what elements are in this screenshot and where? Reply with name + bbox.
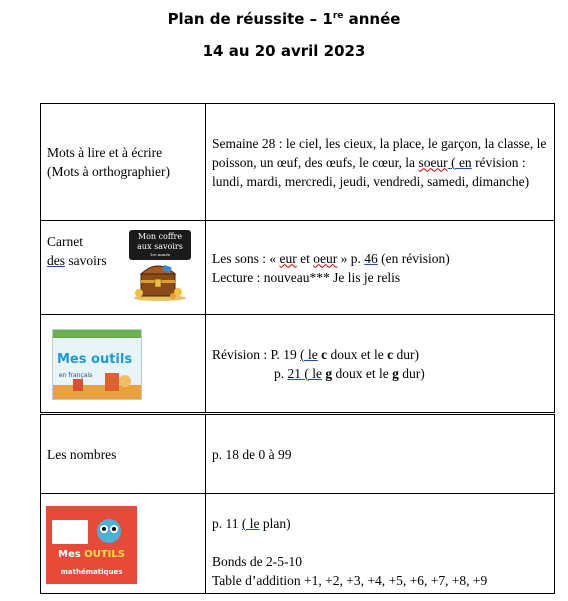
mots-paren: ( <box>447 154 459 170</box>
rev2-g2: g <box>392 365 399 381</box>
sons-label: Les sons : « <box>212 250 280 266</box>
mots-label-line2: (Mots à orthographier) <box>47 164 170 179</box>
book-line2: aux savoirs <box>137 242 183 251</box>
row-maths <box>41 494 555 594</box>
robot-mascot-icon <box>94 516 124 546</box>
maths-book-title <box>46 550 137 560</box>
rev2-label: p. <box>274 365 288 381</box>
title-end: année <box>343 10 401 28</box>
bonds-line: Bonds de 2-5-10 <box>212 554 302 569</box>
cell-mots-label <box>41 104 206 221</box>
mots-text: Semaine 28 : le ciel, les cieux, la place, le garçon, la classe, le poisson, un œuf, des œufs, le cœur, la <box>212 135 547 170</box>
maths-title-sub: mathématiques <box>60 568 123 576</box>
treasure-chest-book-image <box>129 230 191 302</box>
book-line1: Mon coffre <box>137 232 183 241</box>
p11-line <box>212 514 548 533</box>
cell-nombres-content: p. 18 de 0 à 99 <box>206 414 555 494</box>
rev-paren1: ( le <box>300 346 318 362</box>
cell-nombres-label: Les nombres <box>41 414 206 494</box>
book-line3: 1re année <box>149 252 171 257</box>
book-label-box <box>52 520 88 544</box>
sons-revision: (en révision) <box>377 250 450 266</box>
rev2-paren: ( le <box>301 365 322 381</box>
cell-outils-content <box>206 315 555 414</box>
carnet-savoirs: savoirs <box>65 253 107 268</box>
carnet-label <box>47 232 107 270</box>
rev2-g1: g <box>322 365 333 381</box>
row-nombres <box>41 414 555 494</box>
rev-c1: c <box>317 346 328 362</box>
cell-outils-image <box>41 315 206 414</box>
page-title <box>0 10 568 28</box>
p11-plan: plan) <box>259 516 291 531</box>
mots-revision: révision : lundi, mardi, mercredi, jeudi, vendredi, samedi, dimanche) <box>212 154 530 189</box>
revision-line2 <box>212 364 548 383</box>
rev-c2: c <box>387 346 394 362</box>
outils-book-title: Mes outils <box>57 352 133 367</box>
mes-outils-maths-book-image <box>46 506 137 584</box>
cell-carnet-content <box>206 221 555 315</box>
rev-mid1: doux et le <box>327 346 388 362</box>
sons-page-label: » p. <box>337 250 365 266</box>
mots-en: en <box>458 154 472 170</box>
sons-eur: eur <box>279 250 297 266</box>
row-outils <box>41 315 555 414</box>
lecture-line: Lecture : nouveau*** Je lis je relis <box>212 269 401 285</box>
row-mots <box>41 104 555 221</box>
addition-table-line: Table d’addition +1, +2, +3, +4, +5, +6, +7, +8, +9 <box>212 573 488 588</box>
maths-title-outils: OUTILS <box>84 549 125 560</box>
title-main: Plan de réussite – 1 <box>167 10 333 28</box>
cell-carnet-label <box>41 221 206 315</box>
carnet-label-line1: Carnet <box>47 234 83 249</box>
mots-soeur: soeur <box>418 154 448 170</box>
sons-et: et <box>296 250 314 266</box>
rev-end1: dur) <box>393 346 420 362</box>
outils-book-subtitle: en français <box>59 372 93 379</box>
book-banner-text <box>129 230 191 257</box>
sons-oeur: oeur <box>313 250 338 266</box>
rev-label: Révision : P. 19 <box>212 346 301 362</box>
carnet-des: des <box>47 253 65 268</box>
book-top-band <box>53 330 141 338</box>
title-superscript: re <box>332 11 344 21</box>
maths-title-mes: Mes <box>58 549 81 560</box>
date-range: 14 au 20 avril 2023 <box>202 42 366 60</box>
rev2-page: 21 <box>287 365 301 381</box>
cell-maths-image <box>41 494 206 594</box>
treasure-chest-icon <box>129 260 191 302</box>
mots-label-line1: Mots à lire et à écrire <box>47 145 163 160</box>
cell-mots-content <box>206 104 555 221</box>
revision-line1 <box>212 345 548 364</box>
cell-maths-content <box>206 494 555 594</box>
rev2-end: dur) <box>398 365 425 381</box>
rev2-mid: doux et le <box>332 365 393 381</box>
plan-table <box>40 103 555 594</box>
p11-label: p. 11 <box>212 516 242 531</box>
book-banner <box>129 230 191 260</box>
p11-paren: ( le <box>241 516 260 531</box>
book-illustration-icon <box>53 369 141 399</box>
mes-outils-francais-book-image <box>52 329 142 400</box>
row-carnet <box>41 221 555 315</box>
sons-page: 46 <box>364 250 378 266</box>
sons-line <box>212 249 548 268</box>
